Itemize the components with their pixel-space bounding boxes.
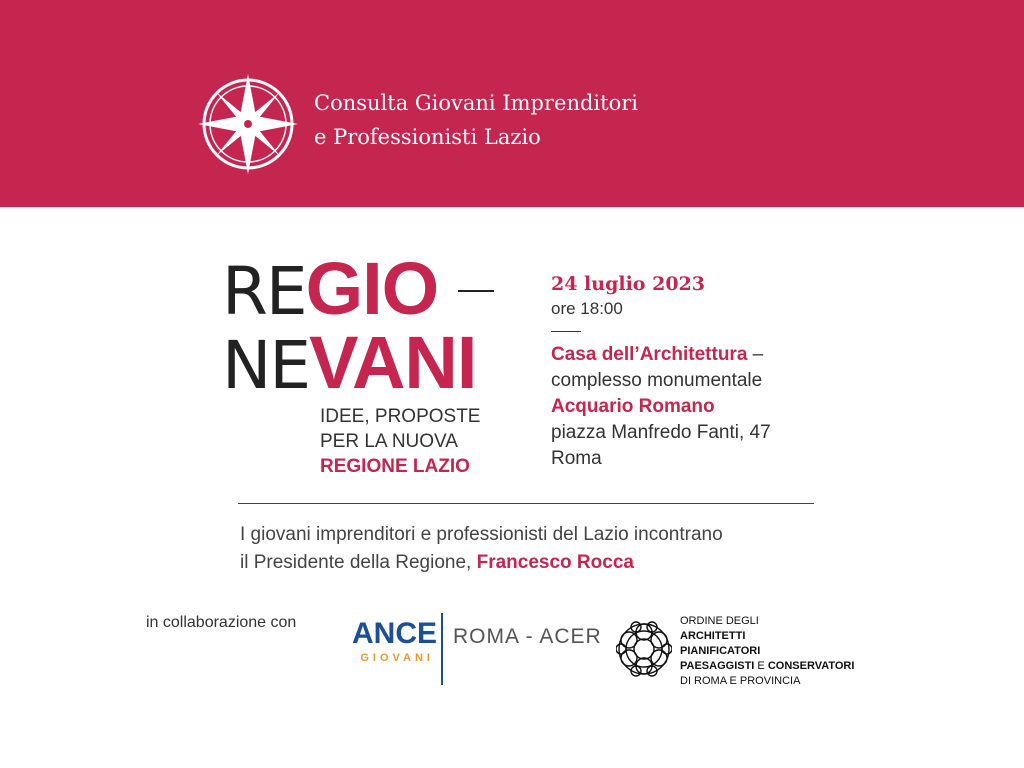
venue-line [551, 342, 771, 368]
ance-word: ANCE [352, 617, 438, 650]
ordine-line2: ARCHITETTI [680, 630, 746, 642]
ordine-line4c: CONSERVATORI [767, 660, 855, 672]
description-line1: I giovani imprenditori e professionisti del Lazio incontrano [240, 524, 723, 545]
event-subtitle [320, 404, 480, 479]
ordine-line1: ORDINE DEGLI [680, 615, 759, 627]
ance-logo [352, 619, 437, 664]
ordine-architetti-icon [616, 617, 672, 681]
description-line2-prefix: il Presidente della Regione, [240, 552, 477, 573]
subtitle-line1: IDEE, PROPOSTE [320, 406, 481, 427]
event-separator [551, 331, 581, 332]
subtitle-line2: PER LA NUOVA [320, 431, 458, 452]
event-date: 24 luglio 2023 [551, 273, 705, 295]
compass-rose-icon [196, 72, 300, 176]
divider [238, 503, 814, 504]
title-line2 [222, 321, 477, 404]
ance-sub: GIOVANI [360, 652, 434, 664]
title-line2-thin: NE [222, 327, 310, 404]
president-name: Francesco Rocca [476, 552, 634, 573]
venue-desc: complesso monumentale [551, 370, 763, 391]
ordine-line4 [680, 659, 854, 674]
event-time: ore 18:00 [551, 299, 623, 318]
title-dash [458, 290, 494, 292]
title-line1 [222, 247, 476, 330]
ordine-line3: PIANIFICATORI [680, 645, 761, 657]
header-banner [0, 0, 1024, 207]
ordine-line4a: PAESAGGISTI [680, 660, 755, 672]
collaboration-label: in collaborazione con [146, 614, 297, 631]
venue-address: piazza Manfredo Fanti, 47 [551, 422, 771, 443]
title-line1-thin: RE [222, 253, 306, 330]
ance-roma: ROMA - ACER [453, 625, 602, 648]
venue-dash: – [747, 344, 764, 365]
ordine-architetti-text [680, 614, 854, 689]
ordine-line4b: E [754, 660, 768, 672]
subtitle-line3: REGIONE LAZIO [320, 456, 470, 477]
org-name-line1: Consulta Giovani Imprenditori [314, 91, 638, 115]
org-name-line2: e Professionisti Lazio [314, 125, 541, 149]
venue-name: Acquario Romano [551, 396, 715, 417]
venue-title: Casa dell’Architettura [551, 344, 748, 365]
org-name [314, 86, 638, 154]
venue-city: Roma [551, 448, 602, 469]
title-line1-bold: GIO [305, 247, 439, 330]
description-line2 [240, 549, 723, 577]
ordine-line5: DI ROMA E PROVINCIA [680, 675, 801, 687]
event-details [551, 270, 771, 472]
ance-divider [441, 613, 443, 685]
event-description [240, 521, 723, 577]
title-line2-bold: VANI [309, 321, 477, 404]
event-title [222, 247, 477, 404]
